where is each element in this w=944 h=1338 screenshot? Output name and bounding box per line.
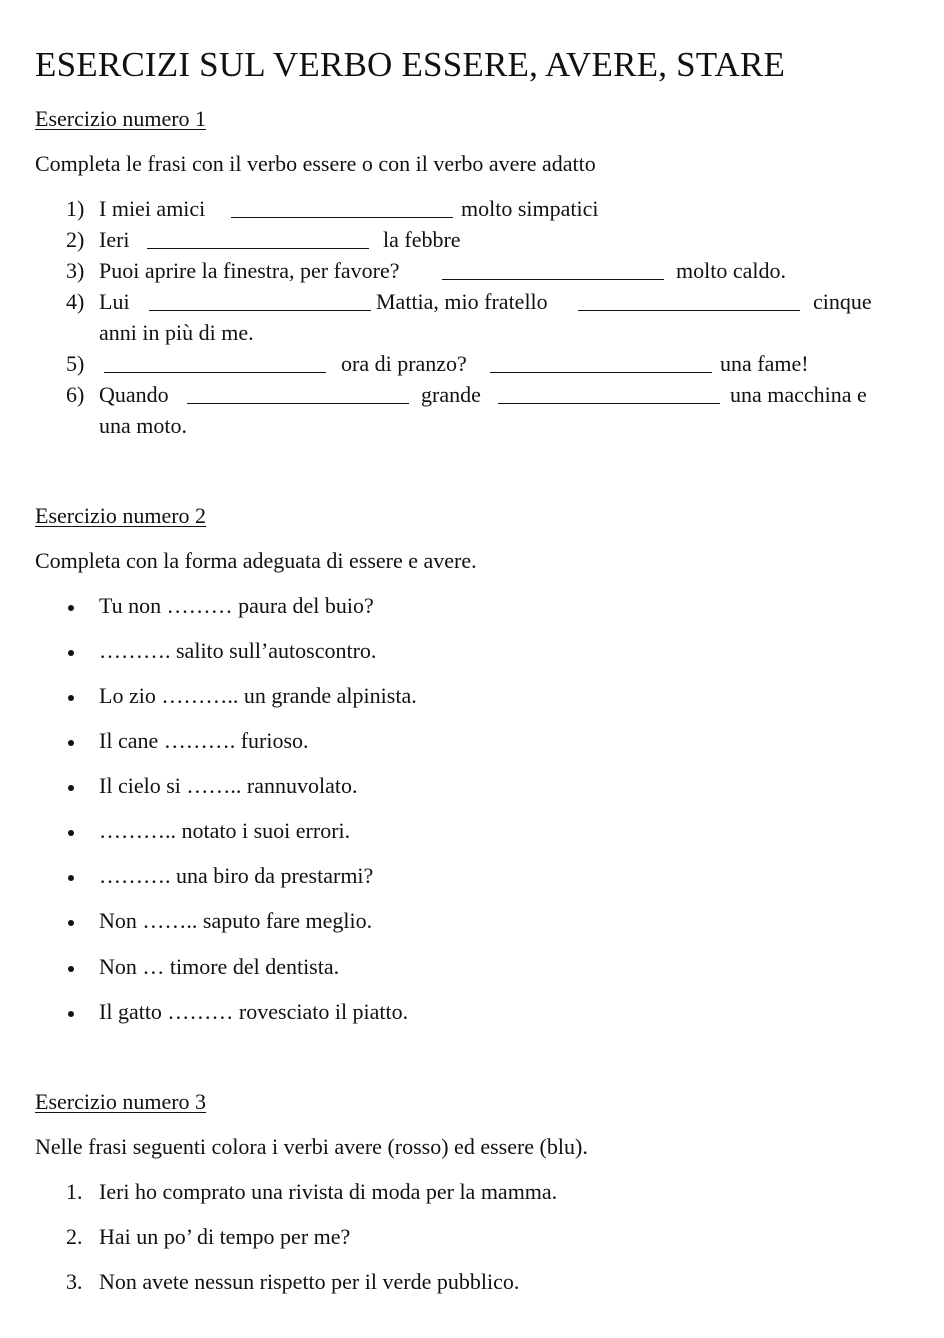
bullet-icon — [68, 740, 74, 746]
list-item: Non … timore del dentista. — [99, 954, 340, 979]
ex1-item-text: I miei amici — [99, 196, 206, 221]
ex1-item-text: Puoi aprire la finestra, per favore? — [99, 258, 400, 283]
ex3-item-number: 1. — [66, 1179, 83, 1204]
ex1-item-number: 6) — [66, 382, 85, 407]
answer-blank[interactable] — [149, 294, 371, 311]
exercise-3-instruction: Nelle frasi seguenti colora i verbi avere (rosso) ed essere (blu). — [35, 1134, 588, 1159]
bullet-icon — [68, 830, 74, 836]
list-item: Non …….. saputo fare meglio. — [99, 908, 373, 933]
list-item: Tu non ……… paura del buio? — [99, 593, 374, 618]
ex3-item-text: Non avete nessun rispetto per il verde pubblico. — [99, 1269, 520, 1294]
exercise-1-instruction: Completa le frasi con il verbo essere o con il verbo avere adatto — [35, 151, 596, 176]
bullet-icon — [68, 1011, 74, 1017]
bullet-icon — [68, 695, 74, 701]
answer-blank[interactable] — [578, 294, 800, 311]
ex1-item-text: la febbre — [383, 227, 461, 252]
exercise-3-heading: Esercizio numero 3 — [35, 1089, 207, 1114]
exercise-2-heading: Esercizio numero 2 — [35, 503, 207, 528]
list-item: Lo zio ……….. un grande alpinista. — [99, 683, 417, 708]
answer-blank[interactable] — [187, 387, 409, 404]
ex1-item-text: Mattia, mio fratello — [376, 289, 548, 314]
list-item: Il cane ………. furioso. — [99, 728, 309, 753]
ex1-item-text: una moto. — [99, 413, 187, 438]
ex1-item-text: ora di pranzo? — [341, 351, 467, 376]
bullet-icon — [68, 920, 74, 926]
ex1-item-text: Quando — [99, 382, 169, 407]
list-item: Il gatto ……… rovesciato il piatto. — [99, 999, 409, 1024]
ex1-item-text: cinque — [813, 289, 872, 314]
answer-blank[interactable] — [498, 387, 720, 404]
ex3-item-number: 3. — [66, 1269, 83, 1294]
ex1-item-number: 3) — [66, 258, 85, 283]
answer-blank[interactable] — [147, 232, 369, 249]
ex3-item-number: 2. — [66, 1224, 83, 1249]
ex1-item-text: molto simpatici — [461, 196, 599, 221]
list-item: ………. salito sull’autoscontro. — [99, 638, 377, 663]
ex1-item-number: 4) — [66, 289, 85, 314]
ex1-item-text: anni in più di me. — [99, 320, 254, 345]
answer-blank[interactable] — [231, 201, 453, 218]
answer-blank[interactable] — [490, 356, 712, 373]
ex1-item-text: Lui — [99, 289, 130, 314]
bullet-icon — [68, 966, 74, 972]
ex1-item-number: 2) — [66, 227, 85, 252]
exercise-2-instruction: Completa con la forma adeguata di essere e avere. — [35, 548, 477, 573]
ex1-item-text: grande — [421, 382, 481, 407]
ex1-item-number: 5) — [66, 351, 85, 376]
list-item: Il cielo si …….. rannuvolato. — [99, 773, 358, 798]
ex3-item-text: Ieri ho comprato una rivista di moda per la mamma. — [99, 1179, 558, 1204]
ex3-item-text: Hai un po’ di tempo per me? — [99, 1224, 351, 1249]
answer-blank[interactable] — [104, 356, 326, 373]
ex1-item-text: una fame! — [720, 351, 809, 376]
exercise-1-heading: Esercizio numero 1 — [35, 106, 207, 131]
ex1-item-text: Ieri — [99, 227, 130, 252]
ex1-item-text: molto caldo. — [676, 258, 786, 283]
ex1-item-number: 1) — [66, 196, 85, 221]
bullet-icon — [68, 785, 74, 791]
answer-blank[interactable] — [442, 263, 664, 280]
bullet-icon — [68, 605, 74, 611]
list-item: ……….. notato i suoi errori. — [99, 818, 351, 843]
page-title: ESERCIZI SUL VERBO ESSERE, AVERE, STARE — [35, 45, 786, 84]
bullet-icon — [68, 875, 74, 881]
list-item: ………. una biro da prestarmi? — [99, 863, 374, 888]
bullet-icon — [68, 650, 74, 656]
ex1-item-text: una macchina e — [730, 382, 867, 407]
